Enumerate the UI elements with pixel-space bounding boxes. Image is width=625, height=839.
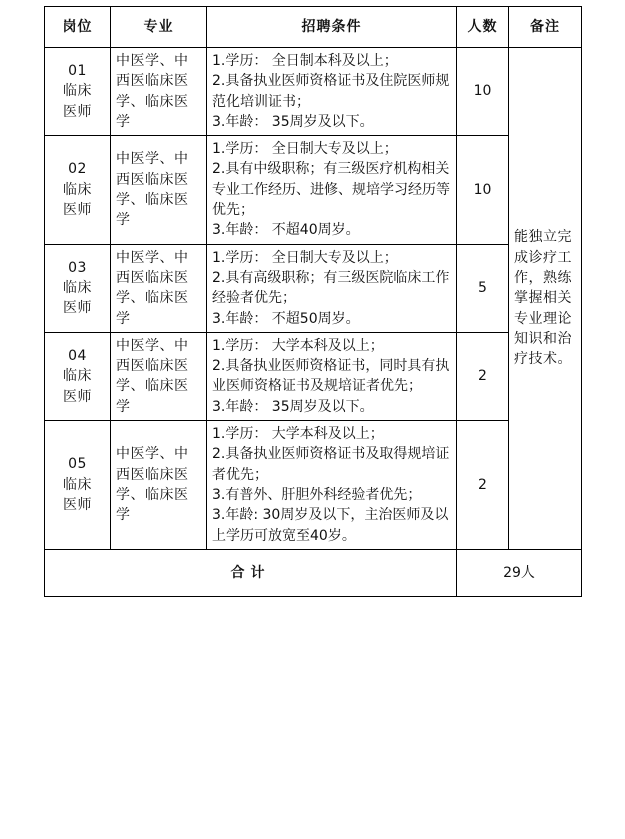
cell-conditions bbox=[207, 136, 457, 244]
post-code: 03 bbox=[68, 259, 87, 276]
post-name-line1: 临床 bbox=[63, 181, 92, 198]
table-total-row bbox=[45, 549, 582, 596]
cell-post bbox=[45, 136, 111, 244]
condition-line: 1.学历： 全日制大专及以上； bbox=[212, 249, 398, 266]
header-major: 专业 bbox=[111, 7, 207, 48]
condition-line: 1.学历： 大学本科及以上； bbox=[212, 337, 384, 354]
cell-post bbox=[45, 244, 111, 332]
cell-major: 中医学、中西医临床医学、临床医学 bbox=[111, 48, 207, 136]
table-row bbox=[45, 244, 582, 332]
post-name-line1: 临床 bbox=[63, 83, 92, 100]
cell-number: 10 bbox=[457, 48, 509, 136]
post-code: 01 bbox=[68, 63, 87, 80]
condition-line: 2.具备执业医师资格证书及住院医师规范化培训证书； bbox=[212, 73, 450, 110]
table-header-row bbox=[45, 7, 582, 48]
condition-line: 3.年龄： 不超40周岁。 bbox=[212, 222, 360, 239]
cell-major: 中医学、中西医临床医学、临床医学 bbox=[111, 136, 207, 244]
total-label: 合计 bbox=[45, 549, 457, 596]
header-remark: 备注 bbox=[509, 7, 582, 48]
cell-post bbox=[45, 48, 111, 136]
cell-conditions bbox=[207, 48, 457, 136]
condition-line: 2.具有高级职称；有三级医院临床工作经验者优先； bbox=[212, 269, 450, 307]
table-header bbox=[45, 7, 582, 48]
post-name-line2: 医师 bbox=[63, 300, 92, 317]
cell-remark: 能独立完成诊疗工作，熟练掌握相关专业理论知识和治疗技术。 bbox=[509, 48, 582, 550]
condition-line: 2.具备执业医师资格证书及取得规培证者优先； bbox=[212, 446, 450, 483]
cell-conditions bbox=[207, 244, 457, 332]
post-name-line2: 医师 bbox=[63, 388, 92, 405]
table-row bbox=[45, 136, 582, 244]
condition-line: 3.年龄: 30周岁及以下，主治医师及以上学历可放宽至40岁。 bbox=[212, 507, 449, 544]
total-value: 29人 bbox=[457, 549, 582, 596]
cell-major: 中医学、中西医临床医学、临床医学 bbox=[111, 421, 207, 550]
cell-conditions bbox=[207, 332, 457, 420]
table-row bbox=[45, 332, 582, 420]
cell-post bbox=[45, 332, 111, 420]
post-name-line2: 医师 bbox=[63, 202, 92, 219]
condition-line: 3.年龄： 35周岁及以下。 bbox=[212, 113, 374, 130]
header-number: 人数 bbox=[457, 7, 509, 48]
cell-major: 中医学、中西医临床医学、临床医学 bbox=[111, 332, 207, 420]
post-name-line1: 临床 bbox=[63, 368, 92, 385]
post-name-line2: 医师 bbox=[63, 497, 92, 514]
cell-major: 中医学、中西医临床医学、临床医学 bbox=[111, 244, 207, 332]
cell-number: 10 bbox=[457, 136, 509, 244]
cell-number: 5 bbox=[457, 244, 509, 332]
cell-post bbox=[45, 421, 111, 550]
cell-number: 2 bbox=[457, 332, 509, 420]
post-code: 02 bbox=[68, 161, 87, 178]
table-body bbox=[45, 48, 582, 597]
post-name-line2: 医师 bbox=[63, 103, 92, 120]
condition-line: 1.学历： 全日制大专及以上； bbox=[212, 141, 398, 158]
post-name-line1: 临床 bbox=[63, 476, 92, 493]
condition-line: 2.具有中级职称；有三级医疗机构相关专业工作经历、进修、规培学习经历等优先； bbox=[212, 161, 450, 219]
condition-line: 1.学历： 全日制本科及以上； bbox=[212, 53, 398, 69]
post-name-line1: 临床 bbox=[63, 280, 92, 297]
table-row bbox=[45, 48, 582, 136]
header-post: 岗位 bbox=[45, 7, 111, 48]
recruitment-table bbox=[44, 6, 582, 597]
cell-conditions bbox=[207, 421, 457, 550]
post-code: 04 bbox=[68, 348, 87, 364]
cell-number: 2 bbox=[457, 421, 509, 550]
header-conditions: 招聘条件 bbox=[207, 7, 457, 48]
post-code: 05 bbox=[68, 456, 87, 473]
condition-line: 2.具备执业医师资格证书，同时具有执业医师资格证书及规培证者优先； bbox=[212, 358, 450, 395]
condition-line: 3.年龄： 35周岁及以下。 bbox=[212, 398, 374, 415]
condition-line: 3.年龄： 不超50周岁。 bbox=[212, 310, 360, 327]
table-row bbox=[45, 421, 582, 550]
condition-line: 1.学历： 大学本科及以上； bbox=[212, 426, 384, 443]
condition-line: 3.有普外、肝胆外科经验者优先； bbox=[212, 486, 422, 503]
